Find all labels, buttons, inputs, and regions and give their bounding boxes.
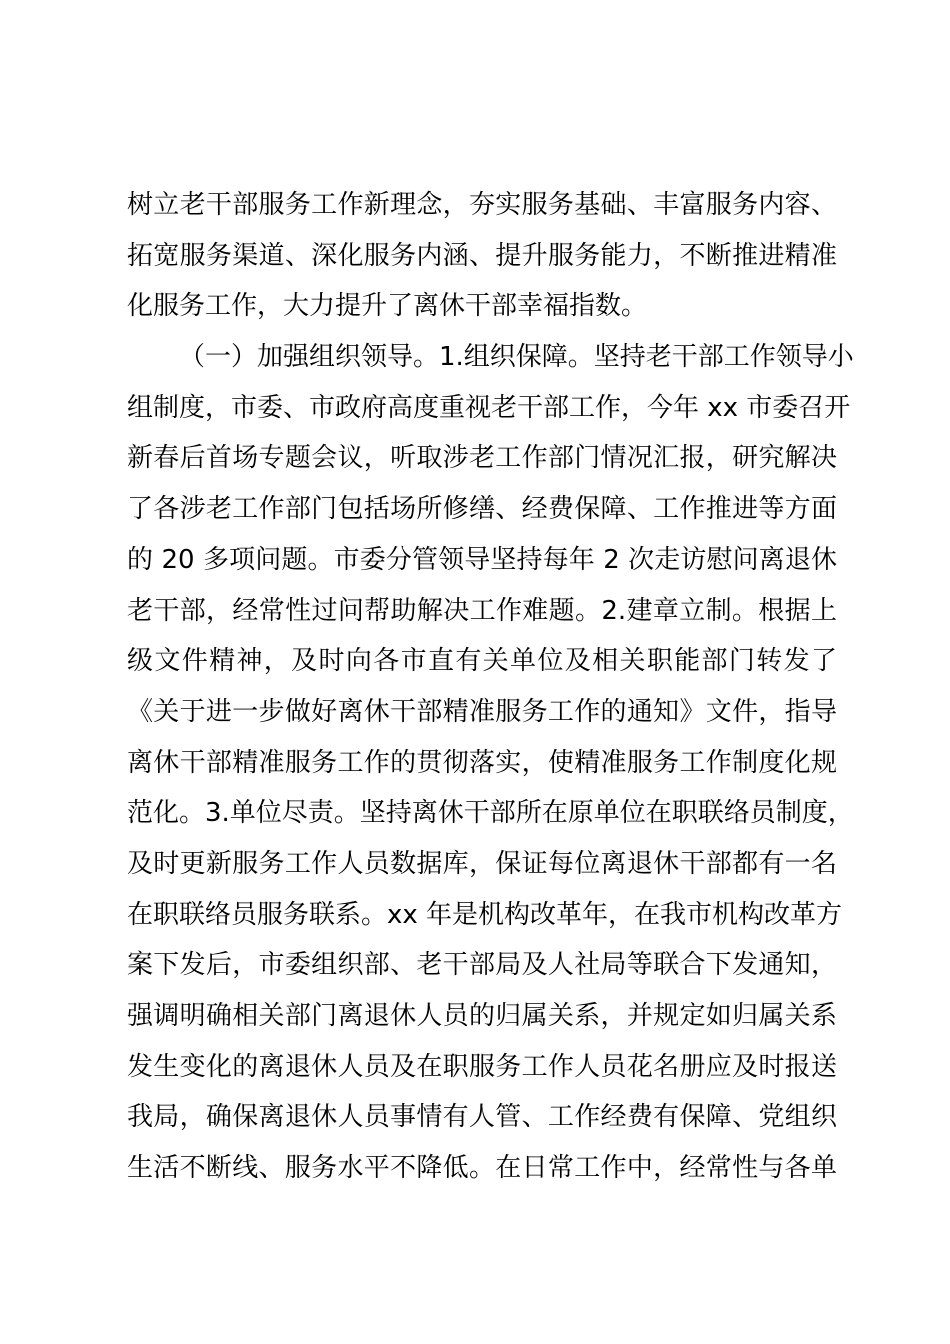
- text-line: 范化。3.单位尽责。坚持离休干部所在原单位在职联络员制度，: [127, 798, 854, 829]
- text-line: 老干部，经常性过问帮助解决工作难题。2.建章立制。根据上: [127, 595, 837, 626]
- text-line: 化服务工作，大力提升了离休干部幸福指数。: [127, 291, 648, 322]
- text-line: 我局，确保离退休人员事情有人管、工作经费有保障、党组织: [127, 1102, 837, 1133]
- text-line: 拓宽服务渠道、深化服务内涵、提升服务能力，不断推进精准: [127, 240, 837, 271]
- text-line: 强调明确相关部门离退休人员的归属关系，并规定如归属关系: [127, 1001, 837, 1031]
- text-line: 组制度，市委、市政府高度重视老干部工作，今年 xx 市委召开: [127, 392, 851, 423]
- text-line: 了各涉老工作部门包括场所修缮、经费保障、工作推进等方面: [127, 494, 837, 525]
- text-line: 案下发后，市委组织部、老干部局及人社局等联合下发通知，: [127, 950, 837, 981]
- text-line: 离休干部精准服务工作的贯彻落实，使精准服务工作制度化规: [127, 747, 837, 778]
- text-line: 树立老干部服务工作新理念，夯实服务基础、丰富服务内容、: [127, 190, 837, 220]
- text-line: 发生变化的离退休人员及在职服务工作人员花名册应及时报送: [127, 1051, 837, 1082]
- text-line: 级文件精神，及时向各市直有关单位及相关职能部门转发了: [127, 646, 837, 677]
- paragraph-start-line: （一）加强组织领导。1.组织保障。坚持老干部工作领导小: [179, 342, 854, 373]
- text-line: 《关于进一步做好离休干部精准服务工作的通知》文件，指导: [127, 696, 837, 727]
- text-line: 的 20 多项问题。市委分管领导坚持每年 2 次走访慰问离退休: [127, 544, 837, 575]
- text-line: 及时更新服务工作人员数据库，保证每位离退休干部都有一名: [127, 848, 837, 879]
- text-line: 在职联络员服务联系。xx 年是机构改革年，在我市机构改革方: [127, 899, 843, 930]
- document-body: [127, 180, 854, 1194]
- text-line: 新春后首场专题会议，听取涉老工作部门情况汇报，研究解决: [127, 443, 837, 474]
- text-line: 生活不断线、服务水平不降低。在日常工作中，经常性与各单: [127, 1153, 837, 1184]
